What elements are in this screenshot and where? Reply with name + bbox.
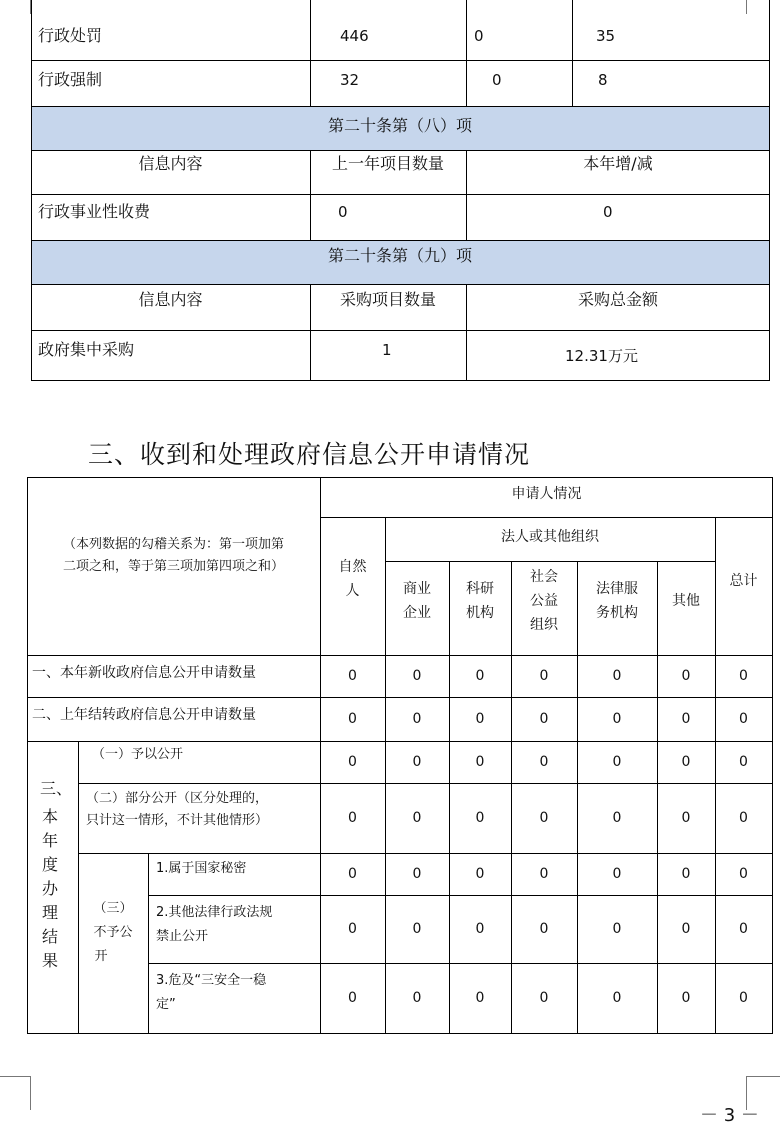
sub-header-business: 商业 [403,581,431,597]
r3c3-label: 3.危及“三安全一稳 [156,973,267,988]
value-cell: 0 [475,866,485,882]
value-cell: 0 [412,668,422,684]
value-cell: 0 [348,668,357,684]
sub-header-legal: 务机构 [596,605,638,621]
col-header: 本年增/减 [583,154,653,173]
row-label: 行政强制 [38,70,103,89]
value-cell: 0 [539,754,549,770]
value-cell: 0 [475,810,485,826]
value-cell: 0 [348,921,357,937]
value-cell: 0 [539,990,549,1006]
value-cell: 0 [612,810,622,826]
value-cell: 0 [348,990,357,1006]
value-cell: 0 [739,668,748,684]
value-cell: 0 [681,866,691,882]
r3c2-label: 2.其他法律行政法规 [156,905,273,920]
section8-title: 第二十条第（八）项 [327,116,472,135]
sub-header-research: 机构 [466,605,494,621]
row2-label: 二、上年结转政府信息公开申请数量 [32,707,256,723]
row-label: 行政处罚 [38,26,103,45]
value-cell: 0 [412,990,422,1006]
applicant-header: 申请人情况 [511,486,582,502]
value-cell: 0 [739,990,748,1006]
sub-header-legal: 法律服 [596,581,638,597]
value-cell: 0 [412,754,422,770]
r3a-label: （一）予以公开 [92,747,184,762]
value-cell: 0 [412,866,422,882]
value-cell: 0 [612,866,622,882]
section9-title: 第二十条第（九）项 [327,246,472,265]
col-header: 上一年项目数量 [331,154,444,173]
value-cell: 0 [412,810,422,826]
crop-mark [746,0,747,14]
sub-header-business: 企业 [403,605,431,621]
crop-mark [30,0,31,14]
value-cell: 0 [539,921,549,937]
value-cell: 0 [412,921,422,937]
relation-note: （本列数据的勾稽关系为：第一项加第 [62,537,284,552]
row-value: 1 [382,341,392,359]
relation-note: 二项之和，等于第三项加第四项之和） [62,559,284,574]
value-cell: 0 [681,921,691,937]
value-cell: 0 [612,711,622,727]
row-label: 行政事业性收费 [38,202,151,221]
crop-mark [746,1076,780,1077]
value-cell: 0 [612,921,622,937]
row-value: 0 [603,203,613,221]
value-cell: 0 [681,810,691,826]
value-cell: 0 [475,711,485,727]
value-cell: 0 [539,668,549,684]
r3c-group-label: 开 [94,949,108,964]
total-header: 总计 [729,573,758,589]
sub-header-research: 科研 [466,581,494,597]
natural-person-header: 自然 [338,559,367,575]
natural-person-header: 人 [345,583,360,599]
value-cell: 0 [412,711,422,727]
r3b-label: （二）部分公开（区分处理的， [86,791,269,806]
value-cell: 0 [612,754,622,770]
col-header: 信息内容 [138,290,203,309]
value-cell: 0 [681,711,691,727]
row-value: 8 [598,71,608,89]
value-cell: 0 [539,810,549,826]
value-cell: 0 [348,866,357,882]
value-cell: 0 [348,810,357,826]
r3c-group-label: （三） [93,901,133,916]
row-value: 32 [340,71,360,89]
value-cell: 0 [739,754,748,770]
col-header: 采购项目数量 [339,290,436,309]
r3b-label: 只计这一情形，不计其他情形） [86,813,269,828]
r3c2-label: 禁止公开 [156,929,209,944]
sub-header-other: 其他 [672,593,700,609]
sub-header-social: 组织 [530,617,558,633]
value-cell: 0 [475,754,485,770]
value-cell: 0 [539,866,549,882]
value-cell: 0 [612,990,622,1006]
row-value: 0 [492,71,502,89]
row1-label: 一、本年新收政府信息公开申请数量 [32,665,256,681]
col-header: 采购总金额 [577,290,658,309]
value-cell: 0 [348,754,357,770]
value-cell: 0 [739,866,748,882]
value-cell: 0 [475,990,485,1006]
row-value: 446 [340,27,369,45]
r3c3-label: 定” [156,997,176,1012]
value-cell: 0 [739,711,748,727]
r3c1-label: 1.属于国家秘密 [156,861,247,876]
page-number: － 3 － [700,1105,759,1126]
row-label: 政府集中采购 [38,340,135,359]
section3-heading: 三、收到和处理政府信息公开申请情况 [88,440,531,469]
sub-header-social: 公益 [530,593,558,609]
value-cell: 0 [681,754,691,770]
legal-org-header: 法人或其他组织 [501,529,599,545]
sub-header-social: 社会 [530,569,558,585]
value-cell: 0 [681,990,691,1006]
crop-mark [0,1076,30,1077]
value-cell: 0 [348,711,357,727]
value-cell: 0 [612,668,622,684]
r3c-group-label: 不予公 [93,925,133,940]
value-cell: 0 [475,921,485,937]
row-value: 0 [474,27,484,45]
row-value: 0 [338,203,348,221]
value-cell: 0 [681,668,691,684]
row-value: 12.31万元 [565,347,638,365]
value-cell: 0 [539,711,549,727]
value-cell: 0 [739,921,748,937]
value-cell: 0 [475,668,485,684]
row-value: 35 [596,27,616,45]
crop-mark [30,1076,31,1110]
col-header: 信息内容 [138,154,203,173]
value-cell: 0 [739,810,748,826]
